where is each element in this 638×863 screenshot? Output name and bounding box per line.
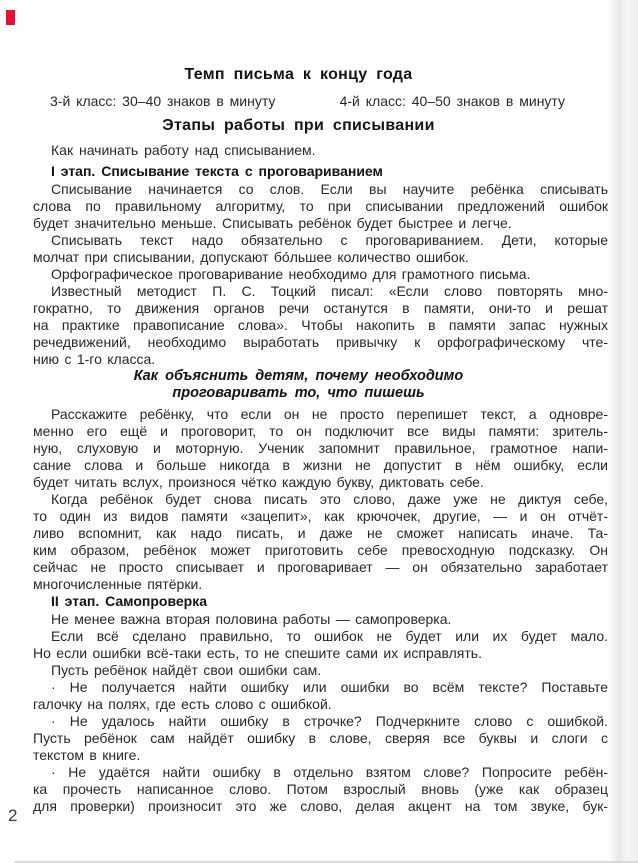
body-line: менно его ещё и проговорит, то он подключит все виды памяти: зритель- bbox=[33, 423, 608, 439]
body-line: сейчас не просто списывает и проговаривает — он обязательно заработает bbox=[33, 559, 608, 575]
body-line: Если всё сделано правильно, то ошибок не будет или их будет мало. bbox=[51, 628, 608, 644]
body-line: · Не получается найти ошибку или ошибки во всём тексте? Поставьте bbox=[51, 679, 608, 695]
body-line: Расскажите ребёнку, что если он не просто перепишет текст, а одновре- bbox=[51, 406, 608, 422]
body-line: Но если ошибки всё-таки есть, то не спешите сами их исправлять. bbox=[33, 645, 482, 661]
sub-heading-line: проговаривать то, что пишешь bbox=[172, 385, 425, 401]
body-line: Когда ребёнок будет снова писать это слово, даже уже не диктуя себе, bbox=[51, 491, 608, 507]
body-line: слова по правильному алгоритму, то при списывании предложений ошибок bbox=[33, 198, 608, 214]
body-line: Списывать текст надо обязательно с проговариванием. Дети, которые bbox=[51, 232, 608, 248]
body-line: Пусть ребёнок найдёт свои ошибки сам. bbox=[51, 662, 322, 678]
body-line: будет значительно меньше. Списывать ребёнок будет быстрее и легче. bbox=[33, 215, 512, 231]
body-line: гократно, то движения органов речи останутся в памяти, они-то и решат bbox=[33, 300, 608, 316]
body-line: речедвижений, необходимо выработать привычку к орфографическому чте- bbox=[33, 334, 608, 350]
body-line: ким образом, ребёнок может приготовить себе превосходную подсказку. Он bbox=[33, 542, 608, 558]
red-corner-marker bbox=[6, 10, 15, 25]
body-line: многочисленные пятёрки. bbox=[33, 576, 203, 592]
stage-heading: II этап. Самопроверка bbox=[51, 593, 207, 609]
intro-line: Как начинать работу над списыванием. bbox=[51, 142, 316, 158]
body-line: для проверки) произносит это же слово, делая акцент на том звуке, бук- bbox=[33, 798, 608, 814]
body-line: сание слова и больше никогда в жизни не допустит в нём ошибку, если bbox=[33, 457, 608, 473]
body-line: Известный методист П. С. Тоцкий писал: «Если слово повторять мно- bbox=[51, 283, 608, 299]
body-line: на практике правописание слова». Чтобы накопить в памяти запас нужных bbox=[33, 317, 608, 333]
body-line: Орфографическое проговаривание необходимо для грамотного письма. bbox=[51, 266, 531, 282]
writing-speed-grade4: 4-й класс: 40–50 знаков в минуту bbox=[339, 93, 565, 109]
body-line: · Не удаётся найти ошибку в отдельно взятом слове? Попросите ребён- bbox=[51, 764, 608, 780]
sub-heading-line: Как объяснить детям, почему необходимо bbox=[133, 368, 464, 384]
body-line: будет читать вслух, произнося чётко каждую букву, диктовать себе. bbox=[33, 474, 484, 490]
body-line: Пусть ребёнок сам найдёт ошибку в слове, сверяя все буквы и слоги с bbox=[33, 730, 608, 746]
body-line: ка прочесть написанное слово. Потом взрослый вновь (уже как образец bbox=[33, 781, 608, 797]
section-heading: Этапы работы при списывании bbox=[162, 117, 435, 134]
body-line: текстом в книге. bbox=[33, 747, 141, 763]
body-line: ливо вспомнит, как надо писать, и даже не сможет написать иначе. Та- bbox=[33, 525, 608, 541]
writing-speed-row bbox=[33, 92, 608, 110]
body-line: ную, слуховую и моторную. Ученик запомнит правильное, грамотное напи- bbox=[33, 440, 608, 456]
section-heading: Темп письма к концу года bbox=[184, 66, 413, 83]
page-edge-shadow bbox=[608, 0, 638, 863]
body-line: галочку на полях, где есть слово с ошибкой. bbox=[33, 696, 332, 712]
body-line: · Не удалось найти ошибку в строчке? Подчеркните слово с ошибкой. bbox=[51, 713, 608, 729]
doc-content bbox=[33, 66, 608, 815]
body-line: Списывание начинается со слов. Если вы научите ребёнка списывать bbox=[51, 181, 608, 197]
body-line: Не менее важна вторая половина работы — самопроверка. bbox=[51, 611, 452, 627]
body-line: нию с 1-го класса. bbox=[33, 351, 156, 367]
stage-heading: I этап. Списывание текста с проговариванием bbox=[51, 163, 383, 179]
body-line: то один из видов памяти «зацепит», как крючочек, другие, — и он отчёт- bbox=[33, 508, 608, 524]
body-line: молчат при списывании, допускают бо́льшее количество ошибок. bbox=[33, 249, 469, 265]
page-number: 2 bbox=[8, 806, 18, 825]
writing-speed-grade3: 3-й класс: 30–40 знаков в минуту bbox=[50, 93, 276, 109]
